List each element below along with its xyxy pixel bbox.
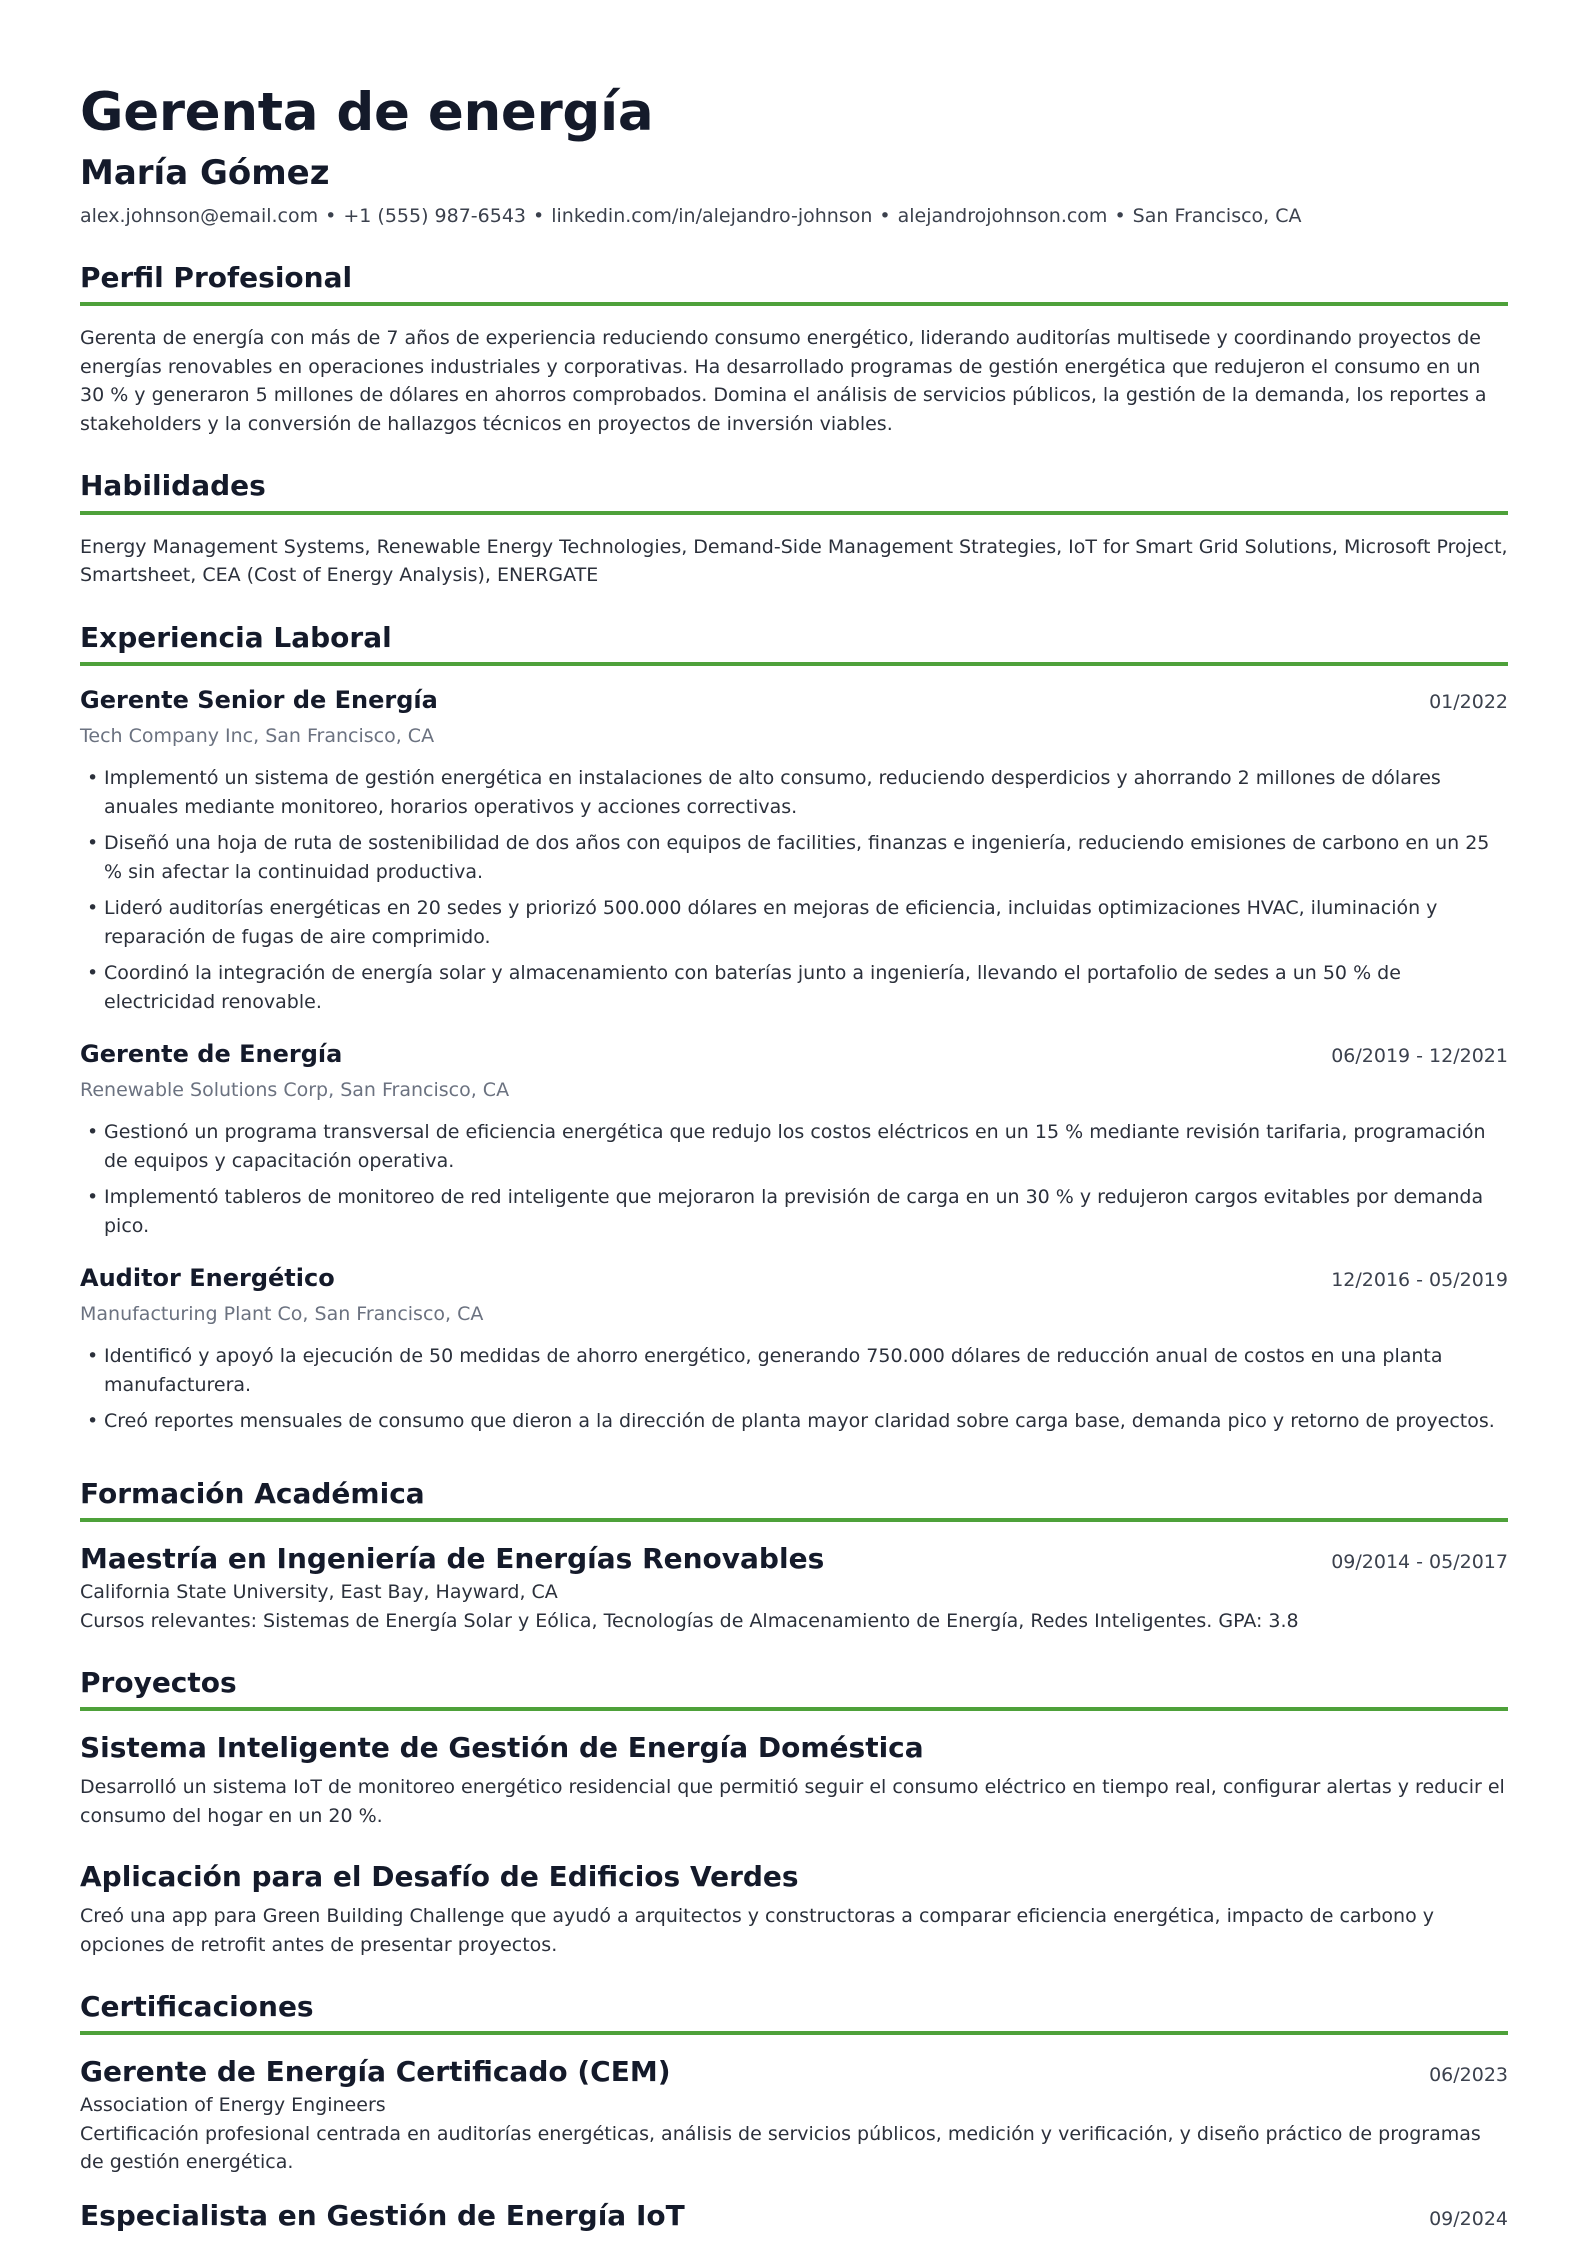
list-item — [80, 1183, 1508, 1240]
certifications-section — [80, 1989, 1508, 2234]
bullet-text: Lideró auditorías energéticas en 20 sedes y priorizó 500.000 dólares en mejoras de eficiencia, incluidas optimizaciones HVAC, iluminación y reparación de fugas de aire comprimido. — [104, 897, 1438, 948]
contact-separator: • — [879, 205, 891, 228]
list-item — [80, 1118, 1508, 1175]
certification-title: Especialista en Gestión de Energía IoT — [80, 2198, 685, 2232]
list-item — [80, 829, 1508, 886]
job-bullets — [80, 1118, 1508, 1240]
page-title: Gerenta de energía — [80, 82, 654, 143]
list-item — [80, 764, 1508, 821]
project-title: Sistema Inteligente de Gestión de Energía Doméstica — [80, 1731, 924, 1765]
school-name: California State University, East Bay, Hayward, CA — [80, 1581, 558, 1604]
list-item — [80, 1342, 1508, 1399]
job-date: 01/2022 — [1429, 691, 1508, 714]
profile-section — [80, 260, 1508, 438]
certification-entry — [80, 2053, 1508, 2176]
degree-title: Maestría en Ingeniería de Energías Renovables — [80, 1542, 825, 1576]
project-title: Aplicación para el Desafío de Edificios Verdes — [80, 1860, 799, 1894]
job-bullets — [80, 1342, 1508, 1436]
certification-title: Gerente de Energía Certificado (CEM) — [80, 2055, 671, 2089]
contact-location: San Francisco, CA — [1132, 205, 1302, 228]
bullet-text: Implementó un sistema de gestión energética en instalaciones de alto consumo, reduciendo desperdicios y ahorrando 2 millones de dólares anuales mediante monitoreo, horarios operativos y acciones correctivas. — [104, 767, 1441, 818]
certification-issuer: Association of Energy Engineers — [80, 2094, 386, 2117]
certification-date: 09/2024 — [1429, 2207, 1508, 2230]
section-heading: Certificaciones — [80, 1989, 1508, 2035]
job-entry — [80, 1262, 1508, 1436]
contact-line — [80, 203, 1508, 230]
candidate-name: María Gómez — [80, 152, 330, 193]
job-company: Renewable Solutions Corp, San Francisco, CA — [80, 1078, 510, 1101]
bullet-icon: • — [87, 1186, 99, 1209]
job-date: 06/2019 - 12/2021 — [1331, 1045, 1508, 1068]
project-entry — [80, 1729, 1508, 1830]
bullet-icon: • — [87, 1410, 99, 1433]
bullet-text: Diseñó una hoja de ruta de sostenibilidad de dos años con equipos de facilities, finanzas e ingeniería, reduciendo emisiones de carbono en un 25 % sin afectar la continuidad productiva. — [104, 832, 1490, 883]
bullet-text: Implementó tableros de monitoreo de red inteligente que mejoraron la previsión de carga en un 30 % y redujeron cargos evitables por demanda pico. — [104, 1186, 1484, 1237]
education-entry — [80, 1540, 1508, 1635]
contact-phone[interactable]: +1 (555) 987-6543 — [343, 205, 527, 228]
list-item — [80, 1407, 1508, 1436]
project-description: Creó una app para Green Building Challenge que ayudó a arquitectos y constructoras a comparar eficiencia energética, impacto de carbono y opciones de retrofit antes de presentar proyectos. — [80, 1905, 1435, 1956]
list-item — [80, 959, 1508, 1016]
certification-description: Certificación profesional centrada en auditorías energéticas, análisis de servicios públicos, medición y verificación, y diseño práctico de programas de gestión energética. — [80, 2122, 1481, 2174]
bullet-icon: • — [87, 1345, 99, 1368]
job-company: Tech Company Inc, San Francisco, CA — [80, 724, 435, 747]
list-item — [80, 894, 1508, 951]
section-heading: Habilidades — [80, 468, 1508, 514]
projects-section — [80, 1665, 1508, 1959]
contact-linkedin[interactable]: linkedin.com/in/alejandro-johnson — [551, 205, 873, 228]
bullet-icon: • — [87, 832, 99, 855]
job-company: Manufacturing Plant Co, San Francisco, CA — [80, 1302, 484, 1325]
job-entry — [80, 1038, 1508, 1240]
section-heading: Perfil Profesional — [80, 260, 1508, 306]
profile-text: Gerenta de energía con más de 7 años de experiencia reduciendo consumo energético, liderando auditorías multisede y coordinando proyectos de energías renovables en operaciones industriales y corporativas. Ha desarrollado programas de gestión energética que redujeron el consumo en un 30 % y generaron 5 millones de dólares en ahorros comprobados. Domina el análisis de servicios públicos, la gestión de la demanda, los reportes a stakeholders y la conversión de hallazgos técnicos en proyectos de inversión viables. — [80, 327, 1487, 435]
job-entry — [80, 684, 1508, 1016]
contact-email[interactable]: alex.johnson@email.com — [80, 205, 319, 228]
education-details: Cursos relevantes: Sistemas de Energía Solar y Eólica, Tecnologías de Almacenamiento de Energía, Redes Inteligentes. GPA: 3.8 — [80, 1609, 1299, 1632]
contact-separator: • — [325, 205, 337, 228]
certification-entry — [80, 2197, 1508, 2235]
education-date: 09/2014 - 05/2017 — [1331, 1551, 1508, 1574]
education-section — [80, 1476, 1508, 1635]
bullet-icon: • — [87, 962, 99, 985]
project-entry — [80, 1858, 1508, 1959]
section-heading: Formación Académica — [80, 1476, 1508, 1522]
bullet-text: Identificó y apoyó la ejecución de 50 medidas de ahorro energético, generando 750.000 dólares de reducción anual de costos en una planta manufacturera. — [104, 1345, 1443, 1396]
project-description: Desarrolló un sistema IoT de monitoreo energético residencial que permitió seguir el consumo eléctrico en tiempo real, configurar alertas y reducir el consumo del hogar en un 20 %. — [80, 1776, 1505, 1827]
contact-separator: • — [533, 205, 545, 228]
bullet-text: Coordinó la integración de energía solar y almacenamiento con baterías junto a ingeniería, llevando el portafolio de sedes a un 50 % de electricidad renovable. — [104, 962, 1401, 1013]
job-bullets — [80, 764, 1508, 1016]
bullet-text: Gestionó un programa transversal de eficiencia energética que redujo los costos eléctricos en un 15 % mediante revisión tarifaria, programación de equipos y capacitación operativa. — [104, 1121, 1486, 1172]
job-title: Gerente de Energía — [80, 1040, 343, 1069]
section-heading: Proyectos — [80, 1665, 1508, 1711]
contact-separator: • — [1114, 205, 1126, 228]
bullet-icon: • — [87, 767, 99, 790]
bullet-icon: • — [87, 897, 99, 920]
bullet-text: Creó reportes mensuales de consumo que dieron a la dirección de planta mayor claridad sobre carga base, demanda pico y retorno de proyectos. — [104, 1410, 1495, 1433]
job-title: Auditor Energético — [80, 1264, 335, 1293]
section-heading: Experiencia Laboral — [80, 620, 1508, 666]
contact-website[interactable]: alejandrojohnson.com — [897, 205, 1108, 228]
skills-text: Energy Management Systems, Renewable Energy Technologies, Demand-Side Management Strategies, IoT for Smart Grid Solutions, Microsoft Project, Smartsheet, CEA (Cost of Energy Analysis), ENERGATE — [80, 535, 1508, 587]
job-date: 12/2016 - 05/2019 — [1331, 1269, 1508, 1292]
skills-section — [80, 468, 1508, 589]
bullet-icon: • — [87, 1121, 99, 1144]
job-title: Gerente Senior de Energía — [80, 686, 438, 715]
experience-section — [80, 620, 1508, 1436]
certification-date: 06/2023 — [1429, 2064, 1508, 2087]
